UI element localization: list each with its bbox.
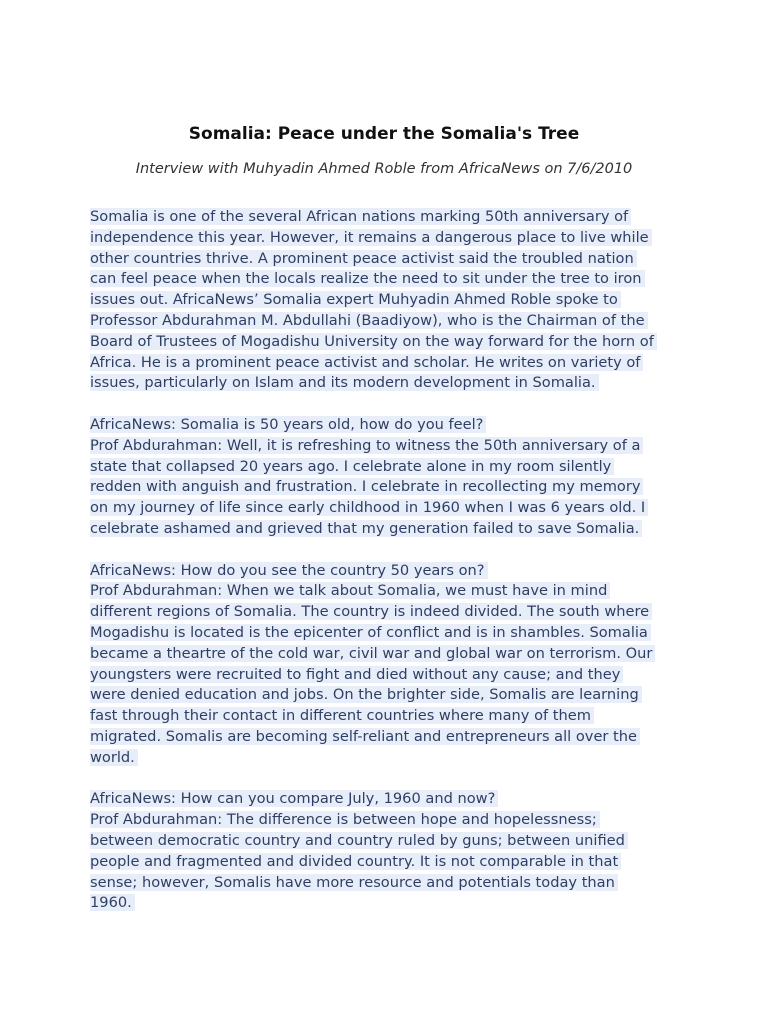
text-line: sense; however, Somalis have more resource and potentials today than <box>90 873 690 894</box>
text-line: Professor Abdurahman M. Abdullahi (Baadiyow), who is the Chairman of the <box>90 311 690 332</box>
text-line: fast through their contact in different countries where many of them <box>90 706 690 727</box>
text-line: Somalia is one of the several African nations marking 50th anniversary of <box>90 207 690 228</box>
text-line: other countries thrive. A prominent peace activist said the troubled nation <box>90 249 690 270</box>
paragraph-question-3 <box>90 789 690 914</box>
text-line: AfricaNews: How do you see the country 50 years on? <box>90 561 690 582</box>
text-line: issues, particularly on Islam and its modern development in Somalia. <box>90 373 690 394</box>
text-line: redden with anguish and frustration. I celebrate in recollecting my memory <box>90 477 690 498</box>
paragraph-intro <box>90 207 690 394</box>
text-line: different regions of Somalia. The country is indeed divided. The south where <box>90 602 690 623</box>
text-line: independence this year. However, it remains a dangerous place to live while <box>90 228 690 249</box>
paragraph-question-1 <box>90 415 690 540</box>
text-line: world. <box>90 748 690 769</box>
document-subtitle: Interview with Muhyadin Ahmed Roble from AfricaNews on 7/6/2010 <box>135 161 633 177</box>
text-line: Prof Abdurahman: Well, it is refreshing to witness the 50th anniversary of a <box>90 436 690 457</box>
text-line: Board of Trustees of Mogadishu University on the way forward for the horn of <box>90 332 690 353</box>
text-line: can feel peace when the locals realize the need to sit under the tree to iron <box>90 269 690 290</box>
text-line: AfricaNews: Somalia is 50 years old, how do you feel? <box>90 415 690 436</box>
text-line: AfricaNews: How can you compare July, 1960 and now? <box>90 789 690 810</box>
text-line: Africa. He is a prominent peace activist and scholar. He writes on variety of <box>90 353 690 374</box>
text-line: issues out. AfricaNews’ Somalia expert Muhyadin Ahmed Roble spoke to <box>90 290 690 311</box>
text-line: youngsters were recruited to fight and died without any cause; and they <box>90 665 690 686</box>
document-body <box>90 207 690 935</box>
text-line: Prof Abdurahman: The difference is between hope and hopelessness; <box>90 810 690 831</box>
text-line: 1960. <box>90 893 690 914</box>
text-line: celebrate ashamed and grieved that my generation failed to save Somalia. <box>90 519 690 540</box>
text-line: migrated. Somalis are becoming self-reliant and entrepreneurs all over the <box>90 727 690 748</box>
text-line: state that collapsed 20 years ago. I celebrate alone in my room silently <box>90 457 690 478</box>
text-line: people and fragmented and divided country. It is not comparable in that <box>90 852 690 873</box>
text-line: Mogadishu is located is the epicenter of conflict and is in shambles. Somalia <box>90 623 690 644</box>
text-line: on my journey of life since early childhood in 1960 when I was 6 years old. I <box>90 498 690 519</box>
paragraph-question-2 <box>90 561 690 769</box>
text-line: Prof Abdurahman: When we talk about Somalia, we must have in mind <box>90 581 690 602</box>
document-title: Somalia: Peace under the Somalia's Tree <box>188 124 580 144</box>
text-line: were denied education and jobs. On the brighter side, Somalis are learning <box>90 685 690 706</box>
text-line: between democratic country and country ruled by guns; between unified <box>90 831 690 852</box>
text-line: became a theartre of the cold war, civil war and global war on terrorism. Our <box>90 644 690 665</box>
